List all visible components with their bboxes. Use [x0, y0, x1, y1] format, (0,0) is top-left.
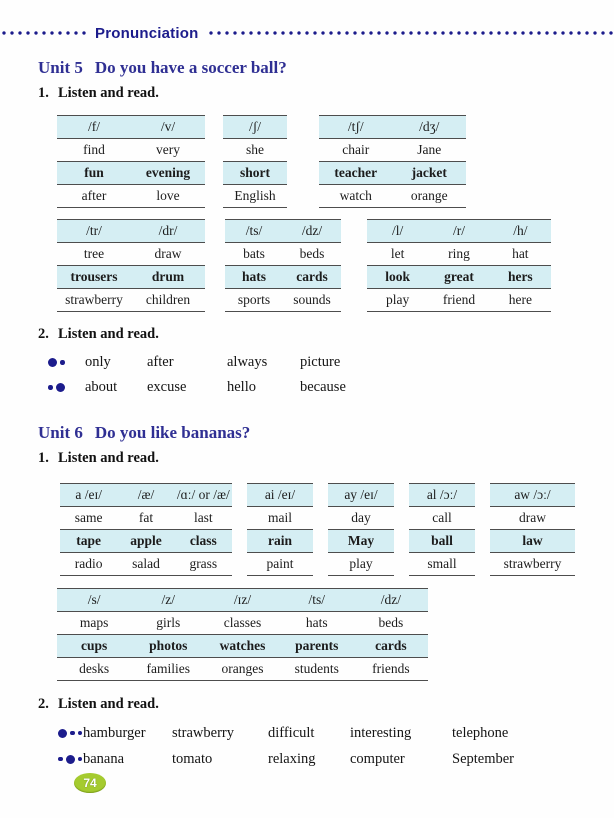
word-cell: ball: [431, 533, 453, 549]
section-title: Pronunciation: [95, 24, 199, 42]
word-cell: parents: [295, 638, 339, 654]
phonetic-symbol-cell: a /eɪ/: [75, 487, 102, 503]
word-cell: play: [386, 292, 410, 308]
word-cell: students: [294, 661, 339, 677]
table-row: [57, 162, 205, 185]
phonics-table-aw: [490, 483, 575, 576]
exercise-text: Listen and read.: [58, 326, 159, 342]
word-cell: strawberry: [65, 292, 123, 308]
word-cell: love: [156, 188, 180, 204]
table-row: [57, 116, 205, 139]
phonetic-symbol-cell: /s/: [87, 592, 101, 608]
dotted-rule-right: [207, 30, 614, 36]
exercise-text: Listen and read.: [58, 85, 159, 101]
unit5-number: Unit 5: [38, 58, 83, 77]
word-cell: orange: [410, 188, 448, 204]
table-row: [57, 658, 428, 681]
table-row: [490, 507, 575, 530]
unit5-exercise2-label: [38, 326, 594, 343]
phonetic-symbol-cell: /tʃ/: [347, 119, 364, 135]
word-cell: great: [444, 269, 474, 285]
table-row: [319, 139, 466, 162]
word-cell: families: [146, 661, 191, 677]
unstressed-syllable-dot: [48, 385, 53, 390]
word-cell: maps: [79, 615, 109, 631]
table-row: [319, 185, 466, 208]
phonetic-symbol-cell: /dʒ/: [419, 119, 440, 135]
stress-pattern-icon: [48, 383, 85, 392]
word-cell: hat: [512, 246, 529, 262]
word-cell: evening: [145, 165, 191, 181]
table-row: [328, 507, 394, 530]
word-cell: mail: [268, 510, 292, 526]
table-row: [57, 289, 205, 312]
phonics-table-ay: [328, 483, 394, 576]
stressed-syllable-dot: [56, 383, 65, 392]
dotted-rule-left: [0, 30, 88, 36]
word-cell: draw: [519, 510, 546, 526]
table-row: [57, 635, 428, 658]
stress-word: difficult: [268, 724, 315, 741]
unit6-table-group-2: [57, 588, 594, 681]
unit6-table-group-1: [60, 483, 594, 576]
stress-word: picture: [300, 354, 341, 370]
word-cell: last: [193, 510, 213, 526]
exercise-number: 2.: [38, 696, 49, 712]
unit6-exercise1-label: [38, 450, 594, 467]
table-row: [247, 484, 313, 507]
word-cell: paint: [266, 556, 294, 572]
unit5-title: [38, 58, 594, 78]
word-cell: very: [156, 142, 180, 158]
stress-pattern-icon: [48, 358, 85, 367]
unit5-question: Do you have a soccer ball?: [94, 58, 287, 77]
stress-row: [48, 375, 594, 400]
word-cell: watch: [339, 188, 372, 204]
word-cell: tree: [83, 246, 105, 262]
table-row: [409, 507, 475, 530]
word-cell: ring: [448, 246, 470, 262]
table-row: [328, 484, 394, 507]
table-row: [57, 139, 205, 162]
table-row: [409, 484, 475, 507]
word-cell: friend: [442, 292, 476, 308]
stress-word: strawberry: [172, 724, 235, 741]
stress-word: September: [452, 750, 515, 767]
table-row: [490, 553, 575, 576]
stress-word: banana: [83, 750, 125, 767]
table-row: [490, 530, 575, 553]
stress-row: [48, 350, 594, 375]
word-cell: hats: [305, 615, 328, 631]
stressed-syllable-dot: [66, 755, 75, 764]
unit6-number: Unit 6: [38, 423, 83, 442]
unstressed-syllable-dot: [60, 360, 65, 365]
stress-row: [58, 720, 594, 746]
stress-word: because: [300, 379, 346, 395]
phonetic-symbol-cell: /v/: [160, 119, 176, 135]
table-row: [60, 507, 232, 530]
table-row: [223, 116, 287, 139]
word-cell: teacher: [334, 165, 378, 181]
stress-row: [58, 746, 594, 772]
table-row: [409, 553, 475, 576]
unstressed-syllable-dot: [58, 757, 63, 762]
word-cell: trousers: [70, 269, 118, 285]
phonics-table-ch-j: [319, 115, 466, 208]
word-cell: watches: [219, 638, 266, 654]
unit6-stress-list: [38, 720, 594, 772]
word-cell: strawberry: [503, 556, 562, 572]
phonetic-symbol-cell: /ts/: [245, 223, 263, 239]
word-cell: day: [351, 510, 371, 526]
word-cell: let: [390, 246, 405, 262]
pronunciation-header: [0, 24, 614, 42]
table-row: [60, 530, 232, 553]
stress-word: hello: [227, 379, 256, 395]
word-cell: English: [234, 188, 276, 204]
table-row: [367, 220, 551, 243]
stressed-syllable-dot: [58, 729, 67, 738]
table-row: [57, 266, 205, 289]
table-row: [57, 612, 428, 635]
word-cell: drum: [151, 269, 185, 285]
table-row: [223, 139, 287, 162]
phonetic-symbol-cell: /f/: [88, 119, 100, 135]
word-cell: apple: [130, 533, 162, 549]
table-row: [367, 289, 551, 312]
phonetic-symbol-cell: /dz/: [301, 223, 323, 239]
phonetic-symbol-cell: /tr/: [86, 223, 102, 239]
phonetic-symbol-cell: ai /eɪ/: [264, 487, 296, 503]
phonetic-symbol-cell: /r/: [452, 223, 465, 239]
unit6-exercise2-label: [38, 696, 594, 713]
unit5-stress-list: [38, 350, 594, 400]
word-cell: draw: [154, 246, 182, 262]
stress-word: tomato: [172, 750, 213, 767]
exercise-number: 1.: [38, 85, 49, 101]
word-cell: salad: [132, 556, 160, 572]
word-cell: play: [349, 556, 373, 572]
phonics-table-a: [60, 483, 232, 576]
word-cell: cards: [375, 638, 407, 654]
phonics-table-l-r-h: [367, 219, 551, 312]
word-cell: find: [83, 142, 105, 158]
page-number: 74: [83, 776, 97, 790]
unit6-question: Do you like bananas?: [94, 423, 251, 442]
word-cell: cards: [296, 269, 328, 285]
word-cell: fun: [84, 165, 104, 181]
phonics-table-tr-dr: [57, 219, 205, 312]
table-row: [223, 162, 287, 185]
phonetic-symbol-cell: /h/: [513, 223, 528, 239]
table-row: [225, 243, 341, 266]
word-cell: law: [522, 533, 543, 549]
table-row: [225, 266, 341, 289]
word-cell: small: [427, 556, 457, 572]
word-cell: grass: [189, 556, 218, 572]
phonics-table-al: [409, 483, 475, 576]
word-cell: look: [385, 269, 411, 285]
stressed-syllable-dot: [48, 358, 57, 367]
phonetic-symbol-cell: aw /ɔː/: [514, 487, 551, 503]
word-cell: call: [432, 510, 452, 526]
word-cell: radio: [74, 556, 103, 572]
word-cell: fat: [138, 510, 154, 526]
word-cell: she: [246, 142, 264, 158]
table-row: [225, 289, 341, 312]
unit5-table-group-2: [57, 219, 594, 312]
table-row: [223, 185, 287, 208]
stress-word: always: [227, 354, 268, 370]
page-number-badge: [74, 773, 106, 793]
table-row: [328, 553, 394, 576]
table-row: [225, 220, 341, 243]
exercise-number: 2.: [38, 326, 49, 342]
table-row: [319, 162, 466, 185]
stress-word: hamburger: [83, 724, 146, 741]
phonics-table-sh: [223, 115, 287, 208]
word-cell: Jane: [417, 142, 442, 158]
table-row: [247, 507, 313, 530]
word-cell: after: [81, 188, 107, 204]
word-cell: cups: [80, 638, 108, 654]
phonetic-symbol-cell: /z/: [161, 592, 176, 608]
stress-word: telephone: [452, 724, 509, 741]
unstressed-syllable-dot: [70, 731, 75, 736]
table-row: [57, 589, 428, 612]
word-cell: beds: [299, 246, 325, 262]
word-cell: same: [74, 510, 103, 526]
word-cell: chair: [342, 142, 370, 158]
word-cell: rain: [267, 533, 292, 549]
word-cell: photos: [149, 638, 188, 654]
table-row: [367, 243, 551, 266]
stress-word: relaxing: [268, 750, 316, 767]
word-cell: hers: [507, 269, 533, 285]
word-cell: friends: [372, 661, 410, 677]
phonics-table-ai: [247, 483, 313, 576]
word-cell: class: [189, 533, 217, 549]
word-cell: hats: [241, 269, 266, 285]
table-row: [57, 243, 205, 266]
stress-pattern-icon: [58, 755, 83, 764]
phonetic-symbol-cell: /æ/: [137, 487, 155, 503]
stress-word: only: [85, 354, 111, 370]
unit6-title: [38, 423, 594, 443]
word-cell: tape: [76, 533, 102, 549]
phonics-table-f-v: [57, 115, 205, 208]
word-cell: classes: [223, 615, 262, 631]
page-content: [0, 58, 614, 772]
table-row: [57, 185, 205, 208]
stress-pattern-icon: [58, 729, 83, 738]
unit5-exercise1-label: [38, 85, 594, 102]
phonics-table-plurals: [57, 588, 428, 681]
phonetic-symbol-cell: /l/: [392, 223, 404, 239]
phonetic-symbol-cell: /ts/: [308, 592, 325, 608]
stress-word: interesting: [350, 724, 412, 741]
stress-word: about: [85, 379, 118, 395]
word-cell: sports: [237, 292, 271, 308]
word-cell: bats: [243, 246, 265, 262]
phonetic-symbol-cell: ay /eɪ/: [344, 487, 378, 503]
exercise-number: 1.: [38, 450, 49, 466]
phonetic-symbol-cell: /ʃ/: [249, 119, 261, 135]
word-cell: jacket: [411, 165, 447, 181]
phonetic-symbol-cell: /ɑː/ or /æ/: [176, 487, 230, 503]
stress-word: excuse: [147, 379, 187, 395]
phonetic-symbol-cell: al /ɔː/: [426, 487, 458, 503]
table-row: [367, 266, 551, 289]
table-row: [60, 484, 232, 507]
word-cell: desks: [79, 661, 110, 677]
word-cell: beds: [378, 615, 404, 631]
table-row: [57, 220, 205, 243]
word-cell: May: [347, 533, 375, 549]
table-row: [319, 116, 466, 139]
word-cell: children: [145, 292, 191, 308]
word-cell: girls: [156, 615, 181, 631]
word-cell: short: [240, 165, 270, 181]
phonetic-symbol-cell: /ɪz/: [233, 592, 252, 608]
table-row: [247, 530, 313, 553]
word-cell: sounds: [293, 292, 331, 308]
word-cell: oranges: [221, 661, 264, 677]
table-row: [247, 553, 313, 576]
table-row: [409, 530, 475, 553]
exercise-text: Listen and read.: [58, 450, 159, 466]
unit5-table-group-1: [57, 115, 594, 208]
phonetic-symbol-cell: /dz/: [380, 592, 402, 608]
table-row: [328, 530, 394, 553]
unstressed-syllable-dot: [78, 731, 83, 736]
exercise-text: Listen and read.: [58, 696, 159, 712]
stress-word: after: [147, 354, 174, 370]
phonics-table-ts-dz: [225, 219, 341, 312]
table-row: [60, 553, 232, 576]
phonetic-symbol-cell: /dr/: [158, 223, 178, 239]
table-row: [490, 484, 575, 507]
stress-word: computer: [350, 750, 405, 767]
word-cell: here: [508, 292, 532, 308]
unstressed-syllable-dot: [78, 757, 83, 762]
